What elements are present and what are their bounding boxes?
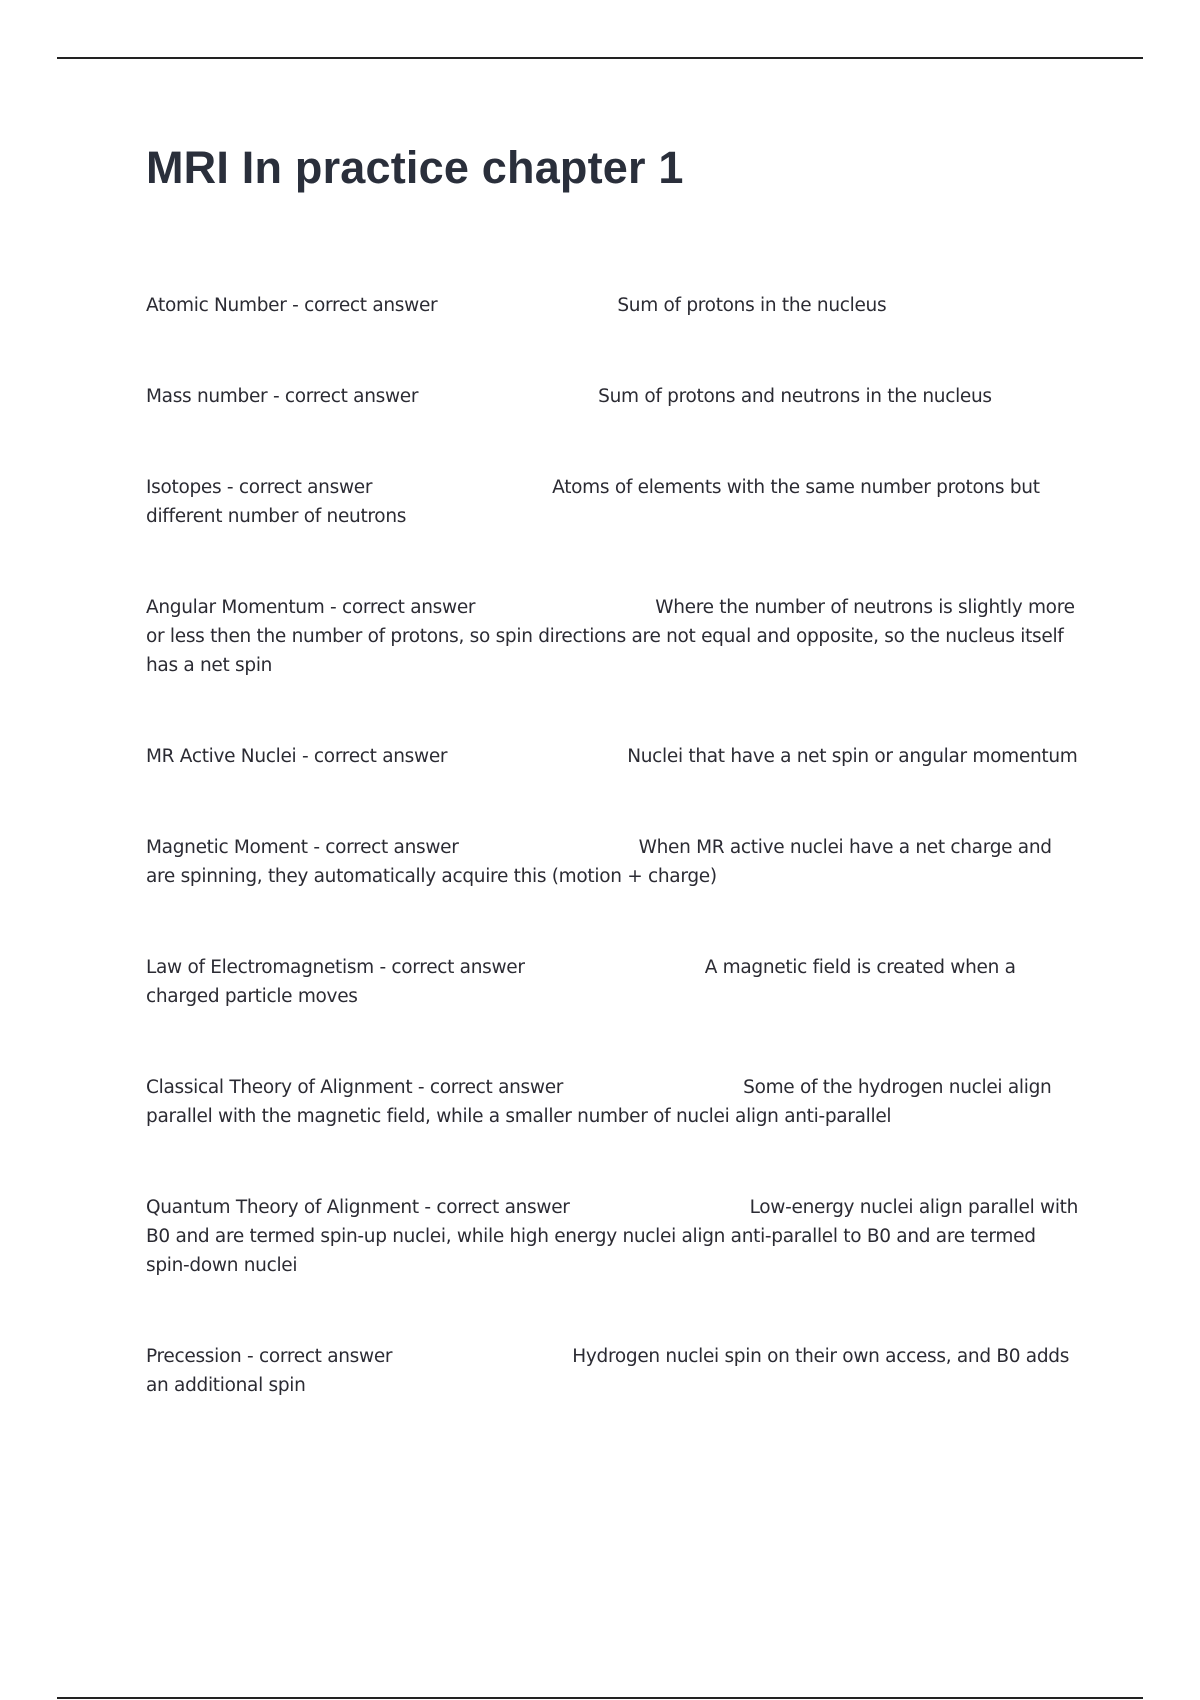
- definition: When MR active nuclei have a net charge and are spinning, they automatically acquire this (motion + charge): [146, 837, 1052, 887]
- page-title: MRI In practice chapter 1: [146, 142, 684, 193]
- list-item: [146, 1342, 1082, 1400]
- definition: Sum of protons and neutrons in the nucleus: [598, 386, 992, 407]
- bottom-rule: [57, 1697, 1143, 1699]
- definition: Some of the hydrogen nuclei align parallel with the magnetic field, while a smaller number of nuclei align anti-parallel: [146, 1077, 1052, 1127]
- list-item: [146, 291, 1082, 320]
- definition: Low-energy nuclei align parallel with B0 and are termed spin-up nuclei, while high energy nuclei align anti-parallel to B0 and are termed spin-down nuclei: [146, 1197, 1079, 1276]
- term: Law of Electromagnetism - correct answer: [146, 957, 525, 978]
- definition: Nuclei that have a net spin or angular momentum: [627, 746, 1078, 767]
- term: Magnetic Moment - correct answer: [146, 837, 459, 858]
- term: Classical Theory of Alignment - correct answer: [146, 1077, 564, 1098]
- term: Precession - correct answer: [146, 1346, 393, 1367]
- list-item: [146, 382, 1082, 411]
- term: MR Active Nuclei - correct answer: [146, 746, 448, 767]
- list-item: [146, 473, 1082, 531]
- definition: Hydrogen nuclei spin on their own access, and B0 adds an additional spin: [146, 1346, 1070, 1396]
- list-item: [146, 742, 1082, 771]
- list-item: [146, 953, 1082, 1011]
- term: Quantum Theory of Alignment - correct answer: [146, 1197, 570, 1218]
- term: Atomic Number - correct answer: [146, 295, 438, 316]
- definition: Where the number of neutrons is slightly more or less then the number of protons, so spin directions are not equal and opposite, so the nucleus itself has a net spin: [146, 597, 1075, 676]
- qa-list: [146, 291, 1082, 1462]
- term: Mass number - correct answer: [146, 386, 419, 407]
- list-item: [146, 593, 1082, 680]
- term: Angular Momentum - correct answer: [146, 597, 476, 618]
- list-item: [146, 1073, 1082, 1131]
- list-item: [146, 1193, 1082, 1280]
- definition: Sum of protons in the nucleus: [617, 295, 887, 316]
- top-rule: [57, 57, 1143, 59]
- list-item: [146, 833, 1082, 891]
- definition: A magnetic field is created when a charged particle moves: [146, 957, 1016, 1007]
- definition: Atoms of elements with the same number protons but different number of neutrons: [146, 477, 1040, 527]
- term: Isotopes - correct answer: [146, 477, 373, 498]
